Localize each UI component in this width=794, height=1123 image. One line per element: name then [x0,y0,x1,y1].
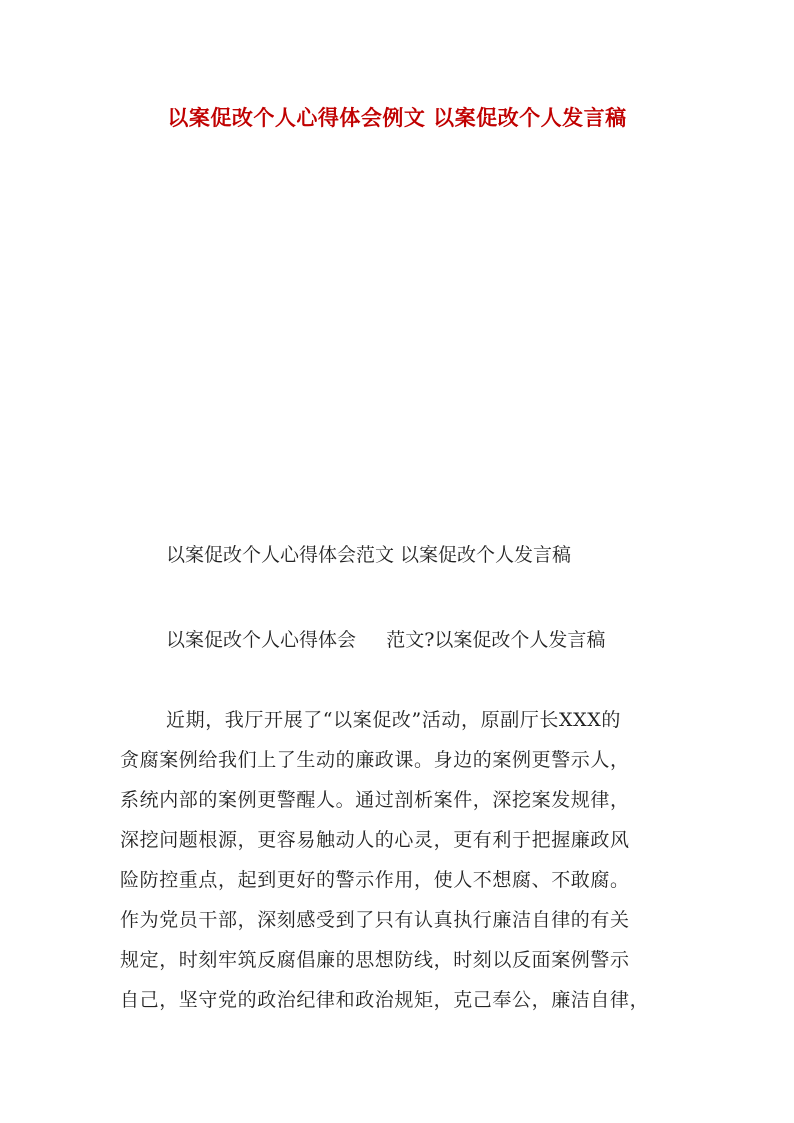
document-title: 以案促改个人心得体会例文 以案促改个人发言稿 [167,105,627,130]
paragraph-line: 作为党员干部，深刻感受到了只有认真执行廉洁自律的有关 [120,909,630,931]
paragraph-line: 自己，坚守党的政治纪律和政治规矩，克己奉公，廉洁自律， [120,989,650,1011]
paragraph-line: 贪腐案例给我们上了生动的廉政课。身边的案例更警示人， [120,749,630,771]
paragraph-line: 深挖问题根源，更容易触动人的心灵，更有利于把握廉政风 [120,829,630,851]
subheading: 以案促改个人心得体会 范文?以案促改个人发言稿 [166,629,606,651]
subheading: 以案促改个人心得体会范文 以案促改个人发言稿 [166,544,572,566]
paragraph-line: 系统内部的案例更警醒人。通过剖析案件，深挖案发规律， [120,789,630,811]
paragraph-line: 规定，时刻牢筑反腐倡廉的思想防线，时刻以反面案例警示 [120,949,630,971]
body-paragraph [120,700,680,1020]
paragraph-line: 近期，我厅开展了“以案促改”活动，原副厅长XXX的 [166,709,622,731]
paragraph-line: 险防控重点，起到更好的警示作用，使人不想腐、不敢腐。 [120,869,630,891]
